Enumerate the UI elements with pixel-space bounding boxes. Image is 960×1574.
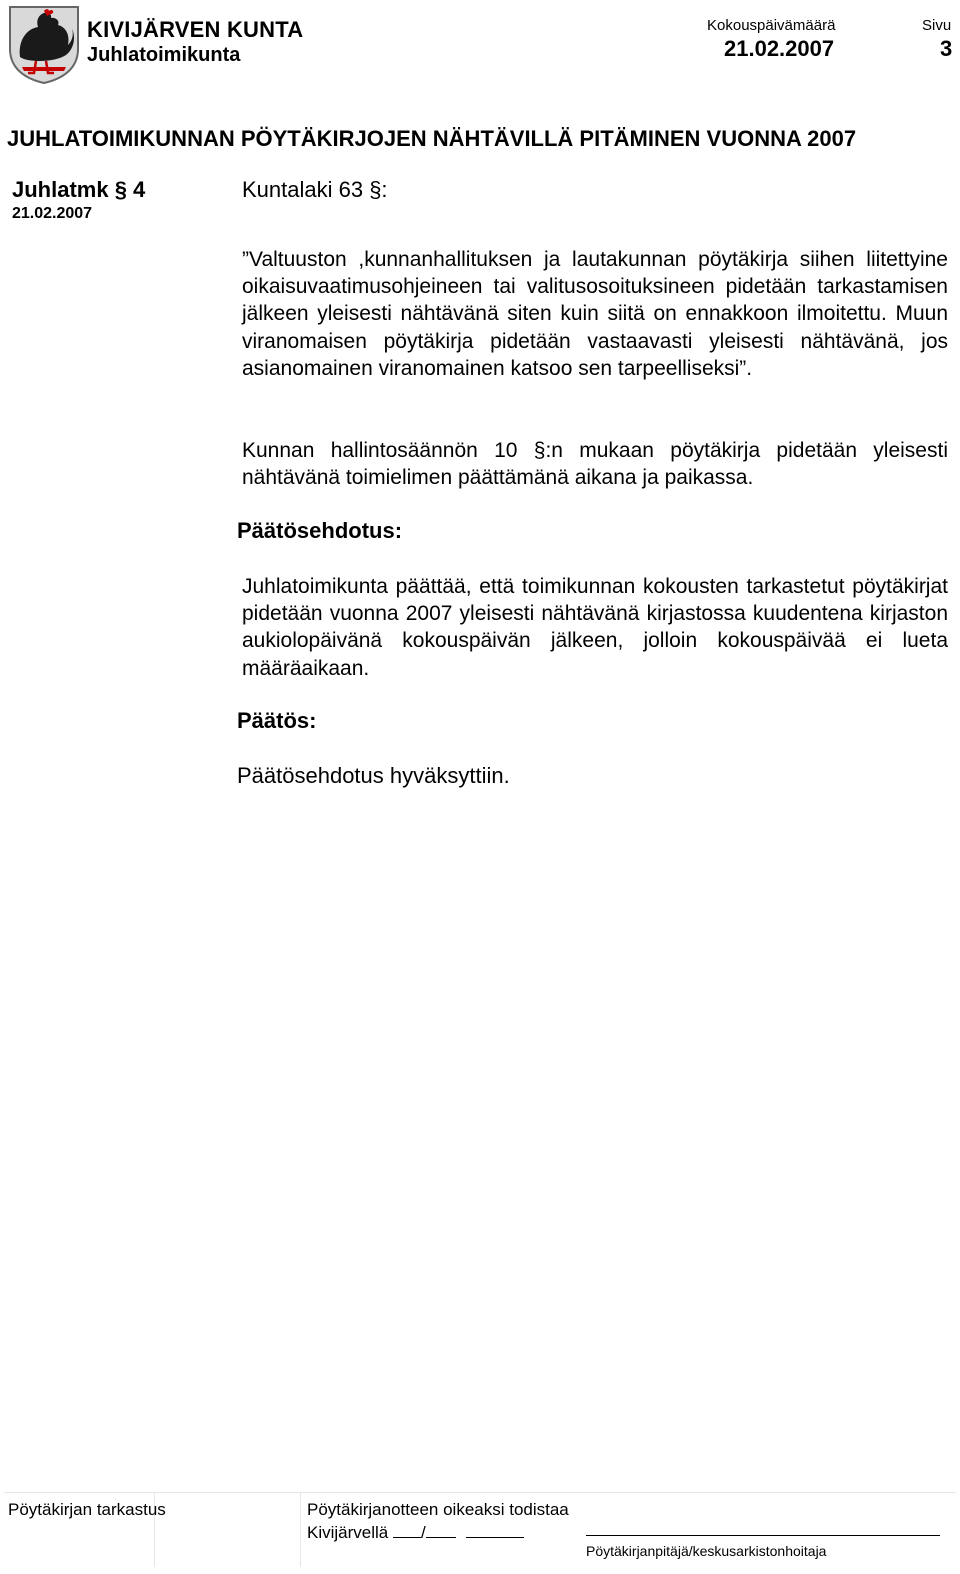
decision-heading: Päätös:	[237, 708, 317, 733]
day-blank	[393, 1521, 421, 1538]
meeting-date-label: Kokouspäivämäärä	[707, 17, 836, 34]
proposal-heading: Päätösehdotus:	[237, 518, 403, 543]
date-separator: /	[420, 1523, 426, 1542]
law-quote-paragraph: ”Valtuuston ,kunnanhallituksen ja lautakunnan pöytäkirja siihen liitettyine oikaisuvaatimusohjeineen tai valitusosoituksineen pidetään tarkastamisen jälkeen yleisesti nähtävänä siten kuin siitä on ennakkoon ilmoitettu. Muun viranomaisen pöytäkirja pidetään vastaavasti yleisesti nähtävänä, jos asianomainen viranomainen katsoo sen tarpeelliseksi”.	[242, 248, 948, 380]
page-label: Sivu	[922, 17, 952, 34]
signer-caption: Pöytäkirjanpitäjä/keskusarkistonhoitaja	[586, 1543, 827, 1559]
committee-name: Juhlatoimikunta	[87, 44, 241, 66]
regulation-paragraph: Kunnan hallintosäännön 10 §:n mukaan pöytäkirja pidetään yleisesti nähtävänä toimielimen päättämänä aikana ja paikassa.	[242, 439, 948, 490]
place-prefix: Kivijärvellä	[307, 1523, 389, 1542]
meeting-date: 21.02.2007	[724, 36, 835, 61]
signature-line	[586, 1535, 940, 1536]
year-blank	[466, 1521, 524, 1538]
footer-cell	[154, 1493, 301, 1567]
proposal-text: Juhlatoimikunta päättää, että toimikunnan kokousten tarkastetut pöytäkirjat pidetään vuonna 2007 yleisesti nähtävänä kirjastossa kuudentena kirjaston aukiolopäivänä kokouspäivän jälkeen, jolloin kokouspäivää ei lueta määräaikaan.	[242, 575, 948, 680]
place-date-line	[307, 1521, 524, 1543]
section-label: Juhlatmk § 4	[12, 177, 146, 202]
coat-of-arms-icon	[8, 5, 80, 85]
decision-text: Päätösehdotus hyväksyttiin.	[237, 763, 510, 788]
law-reference: Kuntalaki 63 §:	[242, 177, 388, 202]
municipality-name: KIVIJÄRVEN KUNTA	[87, 17, 304, 42]
document-title: JUHLATOIMIKUNNAN PÖYTÄKIRJOJEN NÄHTÄVILLÄ PITÄMINEN VUONNA 2007	[7, 126, 857, 151]
month-blank	[426, 1521, 456, 1538]
page-number: 3	[940, 36, 953, 61]
extract-label: Pöytäkirjanotteen oikeaksi todistaa	[307, 1500, 569, 1519]
review-label: Pöytäkirjan tarkastus	[8, 1500, 166, 1519]
section-date: 21.02.2007	[12, 205, 93, 222]
